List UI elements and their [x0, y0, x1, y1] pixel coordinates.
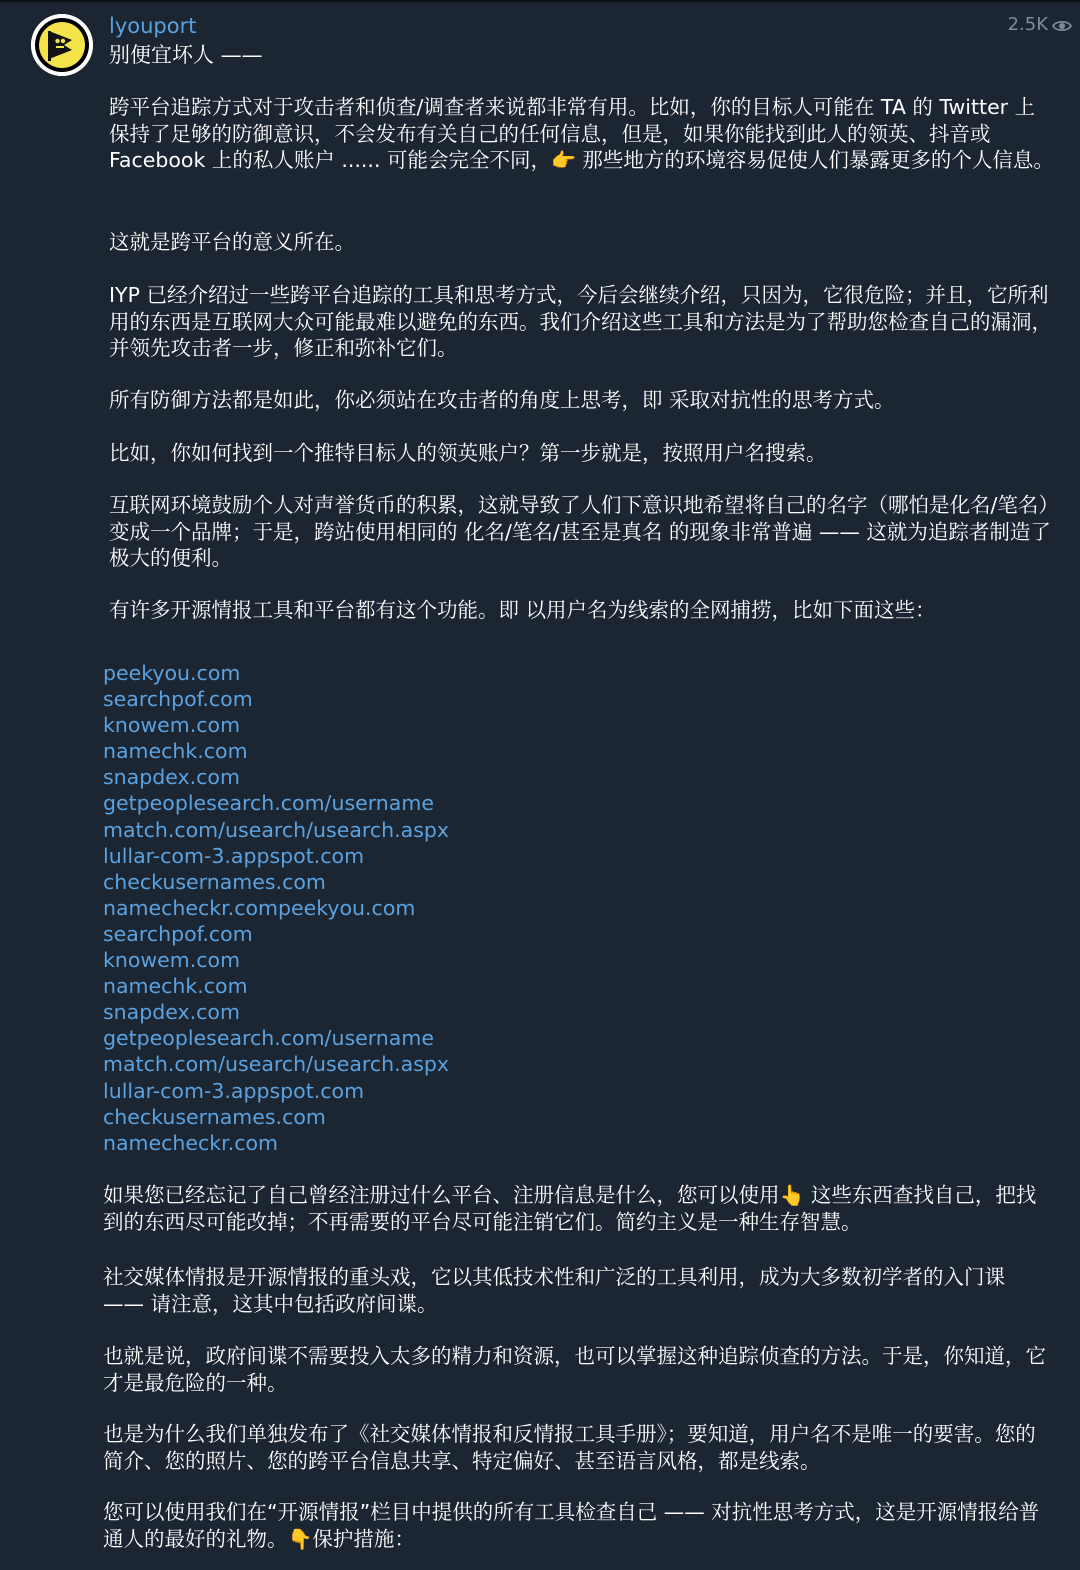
link-getpeoplesearch-com-username[interactable]: getpeoplesearch.com/username	[103, 1026, 434, 1051]
link-searchpof-com[interactable]: searchpof.com	[103, 687, 253, 712]
paragraph-text-tail: 这些东西查找自己，把找到的东西尽可能改掉；不再需要的平台尽可能注销它们。简约主义是一种生存智慧。	[103, 1183, 1037, 1234]
paragraph-meaning: 这就是跨平台的意义所在。	[109, 230, 355, 254]
link-item	[103, 686, 449, 712]
pointing-up-icon: 👆	[779, 1183, 805, 1207]
paragraph-text: 跨平台追踪方式对于攻击者和侦查/调查者来说都非常有用。比如，你的目标人可能在 TA 的 Twitter 上保持了足够的防御意识，不会发布有关自己的任何信息，但是，如果你能找到此人的领英、抖音或 Facebook 上的私人账户 ...... 可能会完全不同，	[109, 95, 1036, 172]
channel-name[interactable]: lyouport	[109, 14, 197, 38]
link-item	[103, 764, 449, 790]
paragraph-socmint: 社交媒体情报是开源情报的重头戏，它以其低技术性和广泛的工具利用，成为大多数初学者的入门课 —— 请注意，这其中包括政府间谍。	[103, 1265, 1012, 1316]
link-lullar-com-3-appspot-com[interactable]: lullar-com-3.appspot.com	[103, 843, 365, 868]
link-item	[103, 947, 449, 973]
link-namechk-com[interactable]: namechk.com	[103, 974, 248, 999]
link-item	[103, 843, 449, 869]
link-match-com-usearch-usearch-aspx[interactable]: match.com/usearch/usearch.aspx	[103, 817, 450, 842]
link-item	[103, 895, 449, 921]
link-namecheckr-compeekyou-com[interactable]: namecheckr.compeekyou.com	[103, 895, 416, 920]
paragraph-iyp-intro: IYP 已经介绍过一些跨平台追踪的工具和思考方式，今后会继续介绍，只因为，它很危险；并且，它所利用的东西是互联网大众可能最难以避免的东西。我们介绍这些工具和方法是为了帮助您检查自己的漏洞，并领先攻击者一步，修正和弥补它们。	[109, 283, 1052, 360]
link-getpeoplesearch-com-username[interactable]: getpeoplesearch.com/username	[103, 791, 434, 816]
link-item	[103, 738, 449, 764]
link-item	[103, 1130, 449, 1156]
link-item	[103, 921, 449, 947]
paragraph-defense: 所有防御方法都是如此，你必须站在攻击者的角度上思考，即 采取对抗性的思考方式。	[109, 388, 895, 412]
link-knowem-com[interactable]: knowem.com	[103, 713, 241, 738]
link-item	[103, 790, 449, 816]
paragraph-cross-platform	[109, 94, 1054, 174]
link-knowem-com[interactable]: knowem.com	[103, 948, 241, 973]
paragraph-text: 您可以使用我们在“开源情报”栏目中提供的所有工具检查自己 —— 对抗性思考方式，这是开源情报给普通人的最好的礼物。	[103, 1500, 1040, 1551]
link-checkusernames-com[interactable]: checkusernames.com	[103, 1104, 326, 1129]
paragraph-reputation: 互联网环境鼓励个人对声誉货币的积累，这就导致了人们下意识地希望将自己的名字（哪怕是化名/笔名）变成一个品牌；于是，跨站使用相同的 化名/笔名/甚至是真名 的现象非常普遍 —— 这就为追踪者制造了极大的便利。	[109, 493, 1051, 570]
link-snapdex-com[interactable]: snapdex.com	[103, 765, 240, 790]
view-count	[1008, 13, 1072, 37]
paragraph-tools-intro: 有许多开源情报工具和平台都有这个功能。即 以用户名为线索的全网捕捞，比如下面这些：	[109, 598, 936, 622]
link-lullar-com-3-appspot-com[interactable]: lullar-com-3.appspot.com	[103, 1078, 365, 1103]
view-count-value: 2.5K	[1007, 14, 1048, 35]
pointing-down-icon: 👇	[287, 1526, 313, 1551]
link-item	[103, 712, 449, 738]
paragraph-text-tail: 保护措施：	[312, 1526, 415, 1551]
pointing-right-icon: 👉	[550, 148, 576, 172]
link-item	[103, 869, 449, 895]
pirate-flag-logo	[31, 14, 93, 76]
paragraph-osint-gift	[103, 1499, 1048, 1552]
channel-avatar[interactable]	[31, 14, 93, 76]
paragraph-handbook: 也是为什么我们单独发布了《社交媒体情报和反情报工具手册》；要知道，用户名不是唯一的要害。您的简介、您的照片、您的跨平台信息共享、特定偏好、甚至语言风格，都是线索。	[103, 1422, 1036, 1473]
link-namecheckr-com[interactable]: namecheckr.com	[103, 1130, 279, 1155]
paragraph-text: 如果您已经忘记了自己曾经注册过什么平台、注册信息是什么，您可以使用	[103, 1183, 780, 1207]
top-divider	[0, 0, 1080, 2]
link-list	[103, 660, 449, 1156]
paragraph-check-yourself	[103, 1182, 1048, 1235]
link-item	[103, 1051, 449, 1077]
link-item	[103, 660, 449, 686]
link-checkusernames-com[interactable]: checkusernames.com	[103, 869, 326, 894]
paragraph-government-spies: 也就是说，政府间谍不需要投入太多的精力和资源，也可以掌握这种追踪侦查的方法。于是，你知道，它才是最危险的一种。	[103, 1344, 1046, 1395]
link-item	[103, 1025, 449, 1051]
link-searchpof-com[interactable]: searchpof.com	[103, 921, 253, 946]
paragraph-example: 比如，你如何找到一个推特目标人的领英账户？第一步就是，按照用户名搜索。	[109, 441, 827, 465]
link-namechk-com[interactable]: namechk.com	[103, 739, 248, 764]
paragraph-text-tail: 那些地方的环境容易促使人们暴露更多的个人信息。	[575, 148, 1054, 172]
eye-icon	[1052, 17, 1072, 33]
link-match-com-usearch-usearch-aspx[interactable]: match.com/usearch/usearch.aspx	[103, 1052, 450, 1077]
link-snapdex-com[interactable]: snapdex.com	[103, 1000, 240, 1025]
link-peekyou-com[interactable]: peekyou.com	[103, 661, 241, 685]
link-item	[103, 973, 449, 999]
link-item	[103, 817, 449, 843]
link-item	[103, 999, 449, 1025]
post-title: 别便宜坏人 ——	[109, 43, 263, 67]
link-item	[103, 1078, 449, 1104]
link-item	[103, 1104, 449, 1130]
